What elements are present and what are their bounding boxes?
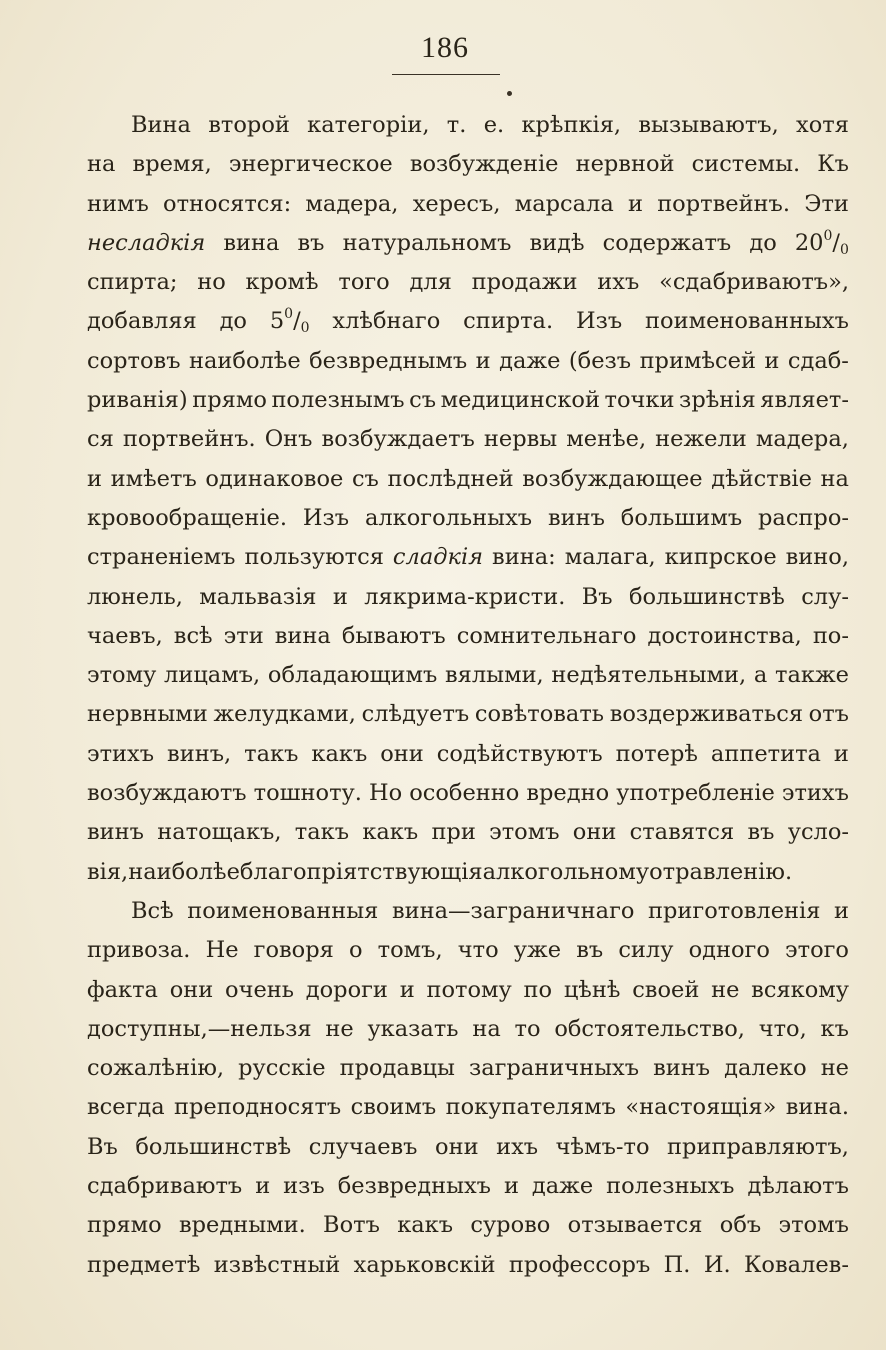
word: на bbox=[472, 1015, 501, 1042]
text-line bbox=[87, 931, 849, 970]
word: дороги bbox=[305, 976, 388, 1003]
word: этихъ bbox=[87, 740, 155, 767]
word: предметѣ bbox=[87, 1251, 201, 1278]
word: желудками, bbox=[213, 701, 356, 728]
word: И. bbox=[703, 1251, 731, 1278]
word: обладающимъ bbox=[267, 662, 438, 689]
word: поименованныя bbox=[187, 897, 379, 924]
word: сортовъ bbox=[87, 347, 181, 374]
word: своей bbox=[632, 976, 700, 1003]
word: употребленіе bbox=[616, 780, 775, 807]
word: пользуются bbox=[244, 544, 384, 571]
word: содѣйствуютъ bbox=[436, 740, 603, 767]
word: е. bbox=[483, 112, 505, 138]
word: Эти bbox=[804, 190, 849, 217]
word: сомнительнаго bbox=[456, 622, 637, 649]
word: извѣстный bbox=[213, 1251, 341, 1278]
word: приправляютъ, bbox=[667, 1133, 849, 1160]
word: вина—заграничнаго bbox=[391, 897, 635, 924]
word: нежели bbox=[655, 426, 747, 453]
word: въ bbox=[297, 229, 325, 256]
word: вина bbox=[223, 229, 280, 256]
word: являет- bbox=[760, 387, 849, 414]
text-line bbox=[87, 420, 849, 459]
word: П. bbox=[663, 1251, 691, 1278]
word: потому bbox=[426, 976, 512, 1003]
word: и bbox=[332, 583, 348, 610]
word: послѣдней bbox=[387, 465, 514, 492]
word: одного bbox=[688, 937, 770, 964]
word: второй bbox=[208, 112, 290, 138]
word: до bbox=[749, 229, 777, 256]
word: мадера, bbox=[305, 190, 399, 217]
text-line bbox=[87, 1246, 849, 1285]
word: т. bbox=[446, 112, 467, 138]
word: менѣе, bbox=[566, 426, 647, 453]
word: на bbox=[820, 465, 849, 492]
word: Изъ bbox=[302, 504, 350, 531]
word: неcладкія bbox=[87, 229, 206, 256]
word: «настоящія» bbox=[625, 1094, 777, 1121]
word: портвейнъ. bbox=[657, 190, 791, 217]
word: всѣ bbox=[173, 622, 213, 649]
word: наиболѣе bbox=[128, 858, 240, 885]
word: какъ bbox=[397, 1212, 454, 1239]
word: $5^0/_0$ bbox=[269, 306, 310, 337]
word: вредными. bbox=[178, 1212, 306, 1239]
word: приготовленія bbox=[648, 897, 821, 924]
word: относятся: bbox=[163, 190, 292, 217]
word: натуральномъ bbox=[342, 229, 512, 256]
word: вызываютъ, bbox=[638, 112, 779, 138]
word: но bbox=[197, 269, 226, 296]
word: также bbox=[775, 662, 849, 689]
word: то bbox=[514, 1015, 541, 1042]
word: и bbox=[255, 1173, 271, 1200]
word: лицамъ, bbox=[164, 662, 261, 689]
word: профессоръ bbox=[508, 1251, 651, 1278]
text-line bbox=[87, 578, 849, 617]
word: возбужденіе bbox=[409, 151, 559, 178]
word: особенно bbox=[409, 780, 520, 807]
word: винъ bbox=[547, 504, 605, 531]
word: безвредныхъ bbox=[337, 1173, 491, 1200]
text-line bbox=[87, 460, 849, 499]
word: ихъ bbox=[597, 269, 640, 296]
word: вялыми, bbox=[445, 662, 544, 689]
word: большимъ bbox=[620, 504, 743, 531]
word: медицинской bbox=[440, 387, 600, 414]
word: вина bbox=[274, 622, 331, 649]
word: винъ, bbox=[167, 740, 232, 767]
word: слѣдуетъ bbox=[361, 701, 470, 728]
text-line bbox=[87, 735, 849, 774]
word: вино, bbox=[785, 544, 849, 571]
word: силу bbox=[618, 937, 674, 964]
word: натощакъ, bbox=[157, 819, 282, 846]
word: Онъ bbox=[264, 426, 313, 453]
word: страненіемъ bbox=[87, 544, 236, 571]
word: привоза. bbox=[87, 937, 191, 964]
word: вина: bbox=[492, 544, 556, 571]
word: говоря bbox=[253, 937, 334, 964]
word: при bbox=[431, 819, 476, 846]
word: русскіе bbox=[238, 1055, 326, 1082]
word: видѣ bbox=[529, 229, 585, 256]
word: этого bbox=[785, 937, 849, 964]
text-line bbox=[87, 853, 849, 892]
word: этомъ bbox=[778, 1212, 849, 1239]
word: чѣмъ-то bbox=[555, 1133, 650, 1160]
text-line bbox=[87, 695, 849, 734]
word: эти bbox=[223, 622, 264, 649]
word: такъ bbox=[294, 819, 350, 846]
word: точки bbox=[604, 387, 675, 414]
word: заграничныхъ bbox=[468, 1055, 640, 1082]
word: хересъ, bbox=[412, 190, 501, 217]
word: и bbox=[833, 897, 849, 924]
word: Всѣ bbox=[131, 897, 174, 924]
word: вія, bbox=[87, 858, 129, 885]
text-line bbox=[87, 1088, 849, 1127]
text-line bbox=[87, 145, 849, 184]
word: вина. bbox=[785, 1094, 849, 1121]
word: харьковскій bbox=[353, 1251, 496, 1278]
text-line bbox=[87, 106, 849, 145]
word: наиболѣе bbox=[188, 347, 301, 374]
word: добавляя bbox=[87, 308, 197, 335]
word: аппетита bbox=[710, 740, 821, 767]
word: по- bbox=[812, 622, 849, 649]
word: и bbox=[627, 190, 643, 217]
word: случаевъ bbox=[308, 1133, 418, 1160]
word: кровообращеніе. bbox=[87, 504, 288, 531]
word: спирта. bbox=[463, 308, 554, 335]
word: того bbox=[338, 269, 390, 296]
text-line bbox=[87, 1010, 849, 1049]
word: доступны,—нельзя bbox=[87, 1015, 312, 1042]
text-line bbox=[87, 538, 849, 577]
text-line bbox=[87, 656, 849, 695]
word: алкогольныхъ bbox=[364, 504, 533, 531]
word: нервы bbox=[483, 426, 558, 453]
word: винъ bbox=[87, 819, 144, 846]
word: что, bbox=[758, 1015, 807, 1042]
word: Къ bbox=[817, 151, 849, 178]
word: указать bbox=[367, 1015, 459, 1042]
word: содержатъ bbox=[602, 229, 732, 256]
word: своимъ bbox=[350, 1094, 437, 1121]
word: объ bbox=[719, 1212, 762, 1239]
word: что bbox=[457, 937, 499, 964]
word: Изъ bbox=[575, 308, 623, 335]
text-line bbox=[87, 971, 849, 1010]
word: далеко bbox=[724, 1055, 807, 1082]
word: а bbox=[753, 662, 768, 689]
word: одинаковое bbox=[205, 465, 344, 492]
word: винъ bbox=[653, 1055, 711, 1082]
text-line bbox=[87, 892, 849, 931]
word: и bbox=[399, 976, 415, 1003]
word: хлѣбнаго bbox=[332, 308, 441, 335]
page-number: 186 bbox=[421, 31, 469, 64]
word: изъ bbox=[283, 1173, 325, 1200]
word: алкогольному bbox=[482, 858, 650, 885]
word: большинствѣ bbox=[135, 1133, 292, 1160]
word: системы. bbox=[691, 151, 801, 178]
word: имѣетъ bbox=[110, 465, 197, 492]
word: ся bbox=[87, 426, 114, 453]
word: нимъ bbox=[87, 190, 149, 217]
word: бываютъ bbox=[341, 622, 446, 649]
word: Вотъ bbox=[323, 1212, 380, 1239]
word: они bbox=[380, 740, 424, 767]
word: воздерживаться bbox=[609, 701, 804, 728]
word: слу- bbox=[801, 583, 849, 610]
word: не bbox=[325, 1015, 354, 1042]
word: прямо bbox=[192, 387, 267, 414]
word: этихъ bbox=[781, 780, 849, 807]
word: Вина bbox=[131, 112, 191, 138]
word: этому bbox=[87, 662, 157, 689]
word: на bbox=[87, 151, 116, 178]
text-line bbox=[87, 1167, 849, 1206]
word: сладкія bbox=[392, 544, 484, 571]
word: и bbox=[87, 465, 102, 492]
text-line bbox=[87, 263, 849, 302]
word: спирта; bbox=[87, 269, 178, 296]
word: о bbox=[348, 937, 363, 964]
word: не bbox=[820, 1055, 849, 1082]
word: отзывается bbox=[567, 1212, 703, 1239]
word: недѣятельными, bbox=[551, 662, 747, 689]
word: цѣнѣ bbox=[563, 976, 621, 1003]
word: обстоятельство, bbox=[554, 1015, 745, 1042]
word: Но bbox=[368, 780, 403, 807]
word: примѣсей bbox=[639, 347, 756, 374]
word: малага, bbox=[564, 544, 656, 571]
text-line bbox=[87, 1049, 849, 1088]
word: въ bbox=[747, 819, 775, 846]
word: такъ bbox=[244, 740, 299, 767]
text-line bbox=[87, 1128, 849, 1167]
header-dot bbox=[507, 91, 512, 96]
text-line bbox=[87, 185, 849, 224]
word: кипрское bbox=[664, 544, 777, 571]
word: возбуждаютъ bbox=[87, 780, 247, 807]
word: факта bbox=[87, 976, 158, 1003]
word: отравленію. bbox=[649, 858, 793, 885]
word: сдаб- bbox=[787, 347, 849, 374]
word: томъ, bbox=[377, 937, 443, 964]
word: дѣйствіе bbox=[711, 465, 812, 492]
word: крѣпкія, bbox=[521, 112, 622, 138]
word: отъ bbox=[808, 701, 849, 728]
word: нервными bbox=[87, 701, 208, 728]
word: достоинства, bbox=[647, 622, 802, 649]
word: Не bbox=[205, 937, 239, 964]
word: портвейнъ. bbox=[122, 426, 256, 453]
word: мадера, bbox=[755, 426, 849, 453]
text-line bbox=[87, 499, 849, 538]
word: сожалѣнію, bbox=[87, 1055, 225, 1082]
word: хотя bbox=[796, 112, 849, 138]
word: они bbox=[169, 976, 214, 1003]
word: прямо bbox=[87, 1212, 162, 1239]
word: по bbox=[523, 976, 553, 1003]
word: для bbox=[409, 269, 452, 296]
word: сдабриваютъ bbox=[87, 1173, 243, 1200]
text-line bbox=[87, 342, 849, 381]
word: и bbox=[475, 347, 491, 374]
text-line bbox=[87, 813, 849, 852]
word: риванія) bbox=[87, 387, 188, 414]
word: преподносятъ bbox=[174, 1094, 342, 1121]
word: благопріятствующія bbox=[239, 858, 483, 885]
word: даже bbox=[499, 347, 561, 374]
word: до bbox=[219, 308, 247, 335]
word: возбуждаетъ bbox=[321, 426, 475, 453]
word: и bbox=[764, 347, 780, 374]
word: категоріи, bbox=[307, 112, 430, 138]
word: поименованныхъ bbox=[645, 308, 849, 335]
word: нервной bbox=[575, 151, 675, 178]
word: они bbox=[572, 819, 617, 846]
word: очень bbox=[225, 976, 295, 1003]
word: большинствѣ bbox=[628, 583, 785, 610]
word: энергическое bbox=[228, 151, 393, 178]
text-line bbox=[87, 1206, 849, 1245]
text-line bbox=[87, 224, 849, 263]
word: всякому bbox=[751, 976, 849, 1003]
word: какъ bbox=[311, 740, 368, 767]
word: распро- bbox=[758, 504, 849, 531]
word: марсала bbox=[514, 190, 614, 217]
word: полезныхъ bbox=[606, 1173, 735, 1200]
word: продажи bbox=[471, 269, 578, 296]
word: какъ bbox=[362, 819, 419, 846]
header-rule bbox=[392, 74, 500, 75]
word: Ковалев- bbox=[744, 1251, 849, 1278]
word: съ bbox=[351, 465, 379, 492]
word: (безъ bbox=[568, 347, 632, 374]
word: безвреднымъ bbox=[309, 347, 468, 374]
word: ихъ bbox=[496, 1133, 539, 1160]
word: этомъ bbox=[489, 819, 560, 846]
word: и bbox=[503, 1173, 519, 1200]
word: полезнымъ bbox=[271, 387, 405, 414]
body-text bbox=[87, 106, 849, 1285]
word: кромѣ bbox=[245, 269, 319, 296]
word: зрѣнія bbox=[679, 387, 756, 414]
word: «сдабриваютъ», bbox=[659, 269, 849, 296]
word: время, bbox=[132, 151, 212, 178]
word: покупателямъ bbox=[445, 1094, 616, 1121]
word: чаевъ, bbox=[87, 622, 163, 649]
word: продавцы bbox=[339, 1055, 455, 1082]
word: потерѣ bbox=[615, 740, 698, 767]
word: не bbox=[711, 976, 740, 1003]
text-line bbox=[87, 617, 849, 656]
word: вредно bbox=[526, 780, 610, 807]
word: $20^0/_0$ bbox=[794, 227, 849, 258]
word: Въ bbox=[87, 1133, 118, 1160]
word: въ bbox=[576, 937, 604, 964]
word: дѣлаютъ bbox=[747, 1173, 849, 1200]
word: съ bbox=[409, 387, 437, 414]
word: возбуждающее bbox=[522, 465, 703, 492]
text-line bbox=[87, 302, 849, 341]
word: даже bbox=[531, 1173, 594, 1200]
word: къ bbox=[820, 1015, 849, 1042]
text-line bbox=[87, 774, 849, 813]
word: тошноту. bbox=[253, 780, 362, 807]
word: ставятся bbox=[629, 819, 735, 846]
word: мальвазія bbox=[199, 583, 317, 610]
word: лякрима-кристи. bbox=[364, 583, 566, 610]
word: люнель, bbox=[87, 583, 183, 610]
text-line bbox=[87, 381, 849, 420]
word: сурово bbox=[470, 1212, 551, 1239]
word: Въ bbox=[581, 583, 613, 610]
word: усло- bbox=[787, 819, 849, 846]
word: всегда bbox=[87, 1094, 165, 1121]
word: совѣтовать bbox=[474, 701, 605, 728]
word: они bbox=[435, 1133, 479, 1160]
word: уже bbox=[513, 937, 562, 964]
word: и bbox=[833, 740, 849, 767]
